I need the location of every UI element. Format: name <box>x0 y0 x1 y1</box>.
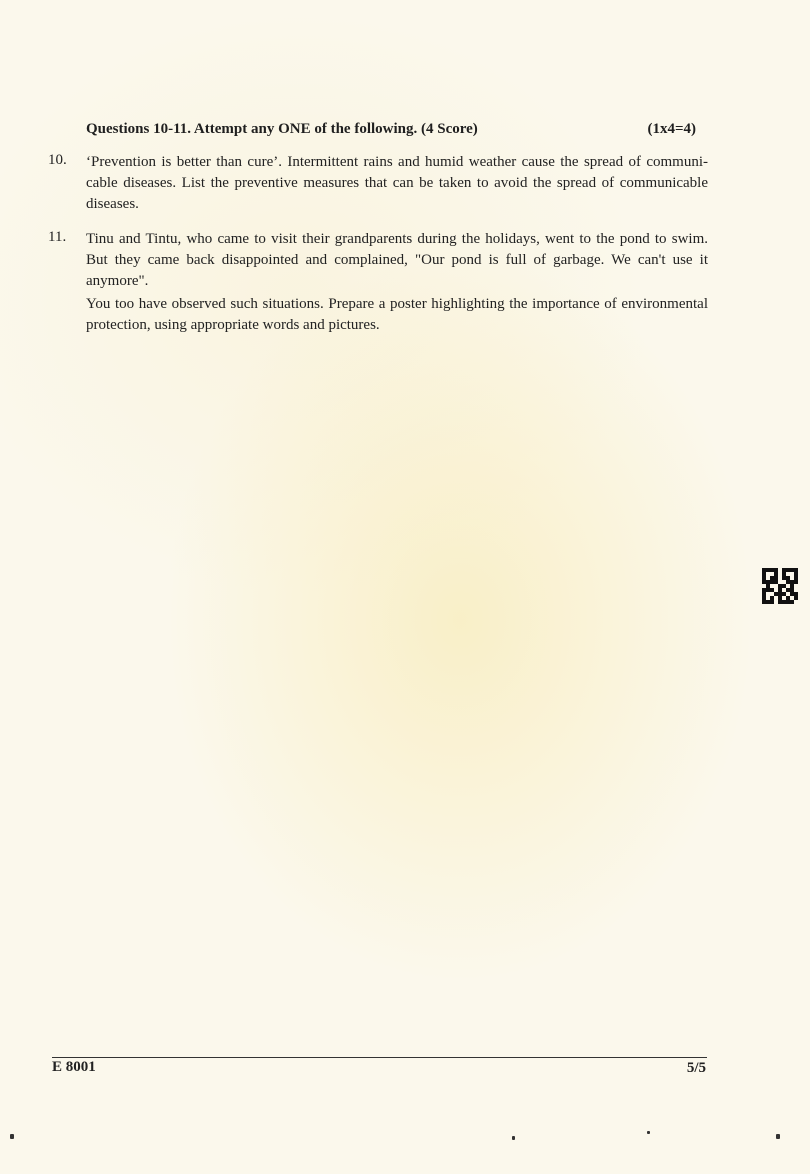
scan-speck <box>10 1134 14 1139</box>
scan-speck <box>776 1134 780 1139</box>
question-body <box>86 229 708 336</box>
qr-code-icon <box>762 568 798 604</box>
section-header-text: Questions 10-11. Attempt any ONE of the following. (4 Score) <box>86 121 478 137</box>
footer-divider <box>52 1057 707 1058</box>
question-text: You too have observed such situations. Prepare a poster highlighting the importance of environmental protection, using appropriate words and pictures. <box>86 296 708 333</box>
question-10 <box>48 152 708 215</box>
scan-speck <box>512 1136 515 1140</box>
question-text: Tinu and Tintu, who came to visit their grandparents during the holidays, went to the pond to swim. But they came back disappointed and complained, "Our pond is full of garbage. We can't use it anymore". <box>86 231 708 289</box>
section-score: (1x4=4) <box>647 121 696 137</box>
question-number: 11. <box>48 229 67 245</box>
section-header <box>86 121 696 138</box>
footer-page-number: 5/5 <box>686 1060 706 1076</box>
question-11 <box>48 229 708 336</box>
question-number: 10. <box>48 152 67 168</box>
scan-speck <box>647 1131 650 1134</box>
question-body <box>86 152 708 215</box>
question-text: ‘Prevention is better than cure’. Intermittent rains and humid weather cause the spread of communi-cable diseases. List the preventive measures that can be taken to avoid the spread of communicable diseases. <box>86 154 708 212</box>
footer-code: E 8001 <box>52 1059 96 1075</box>
